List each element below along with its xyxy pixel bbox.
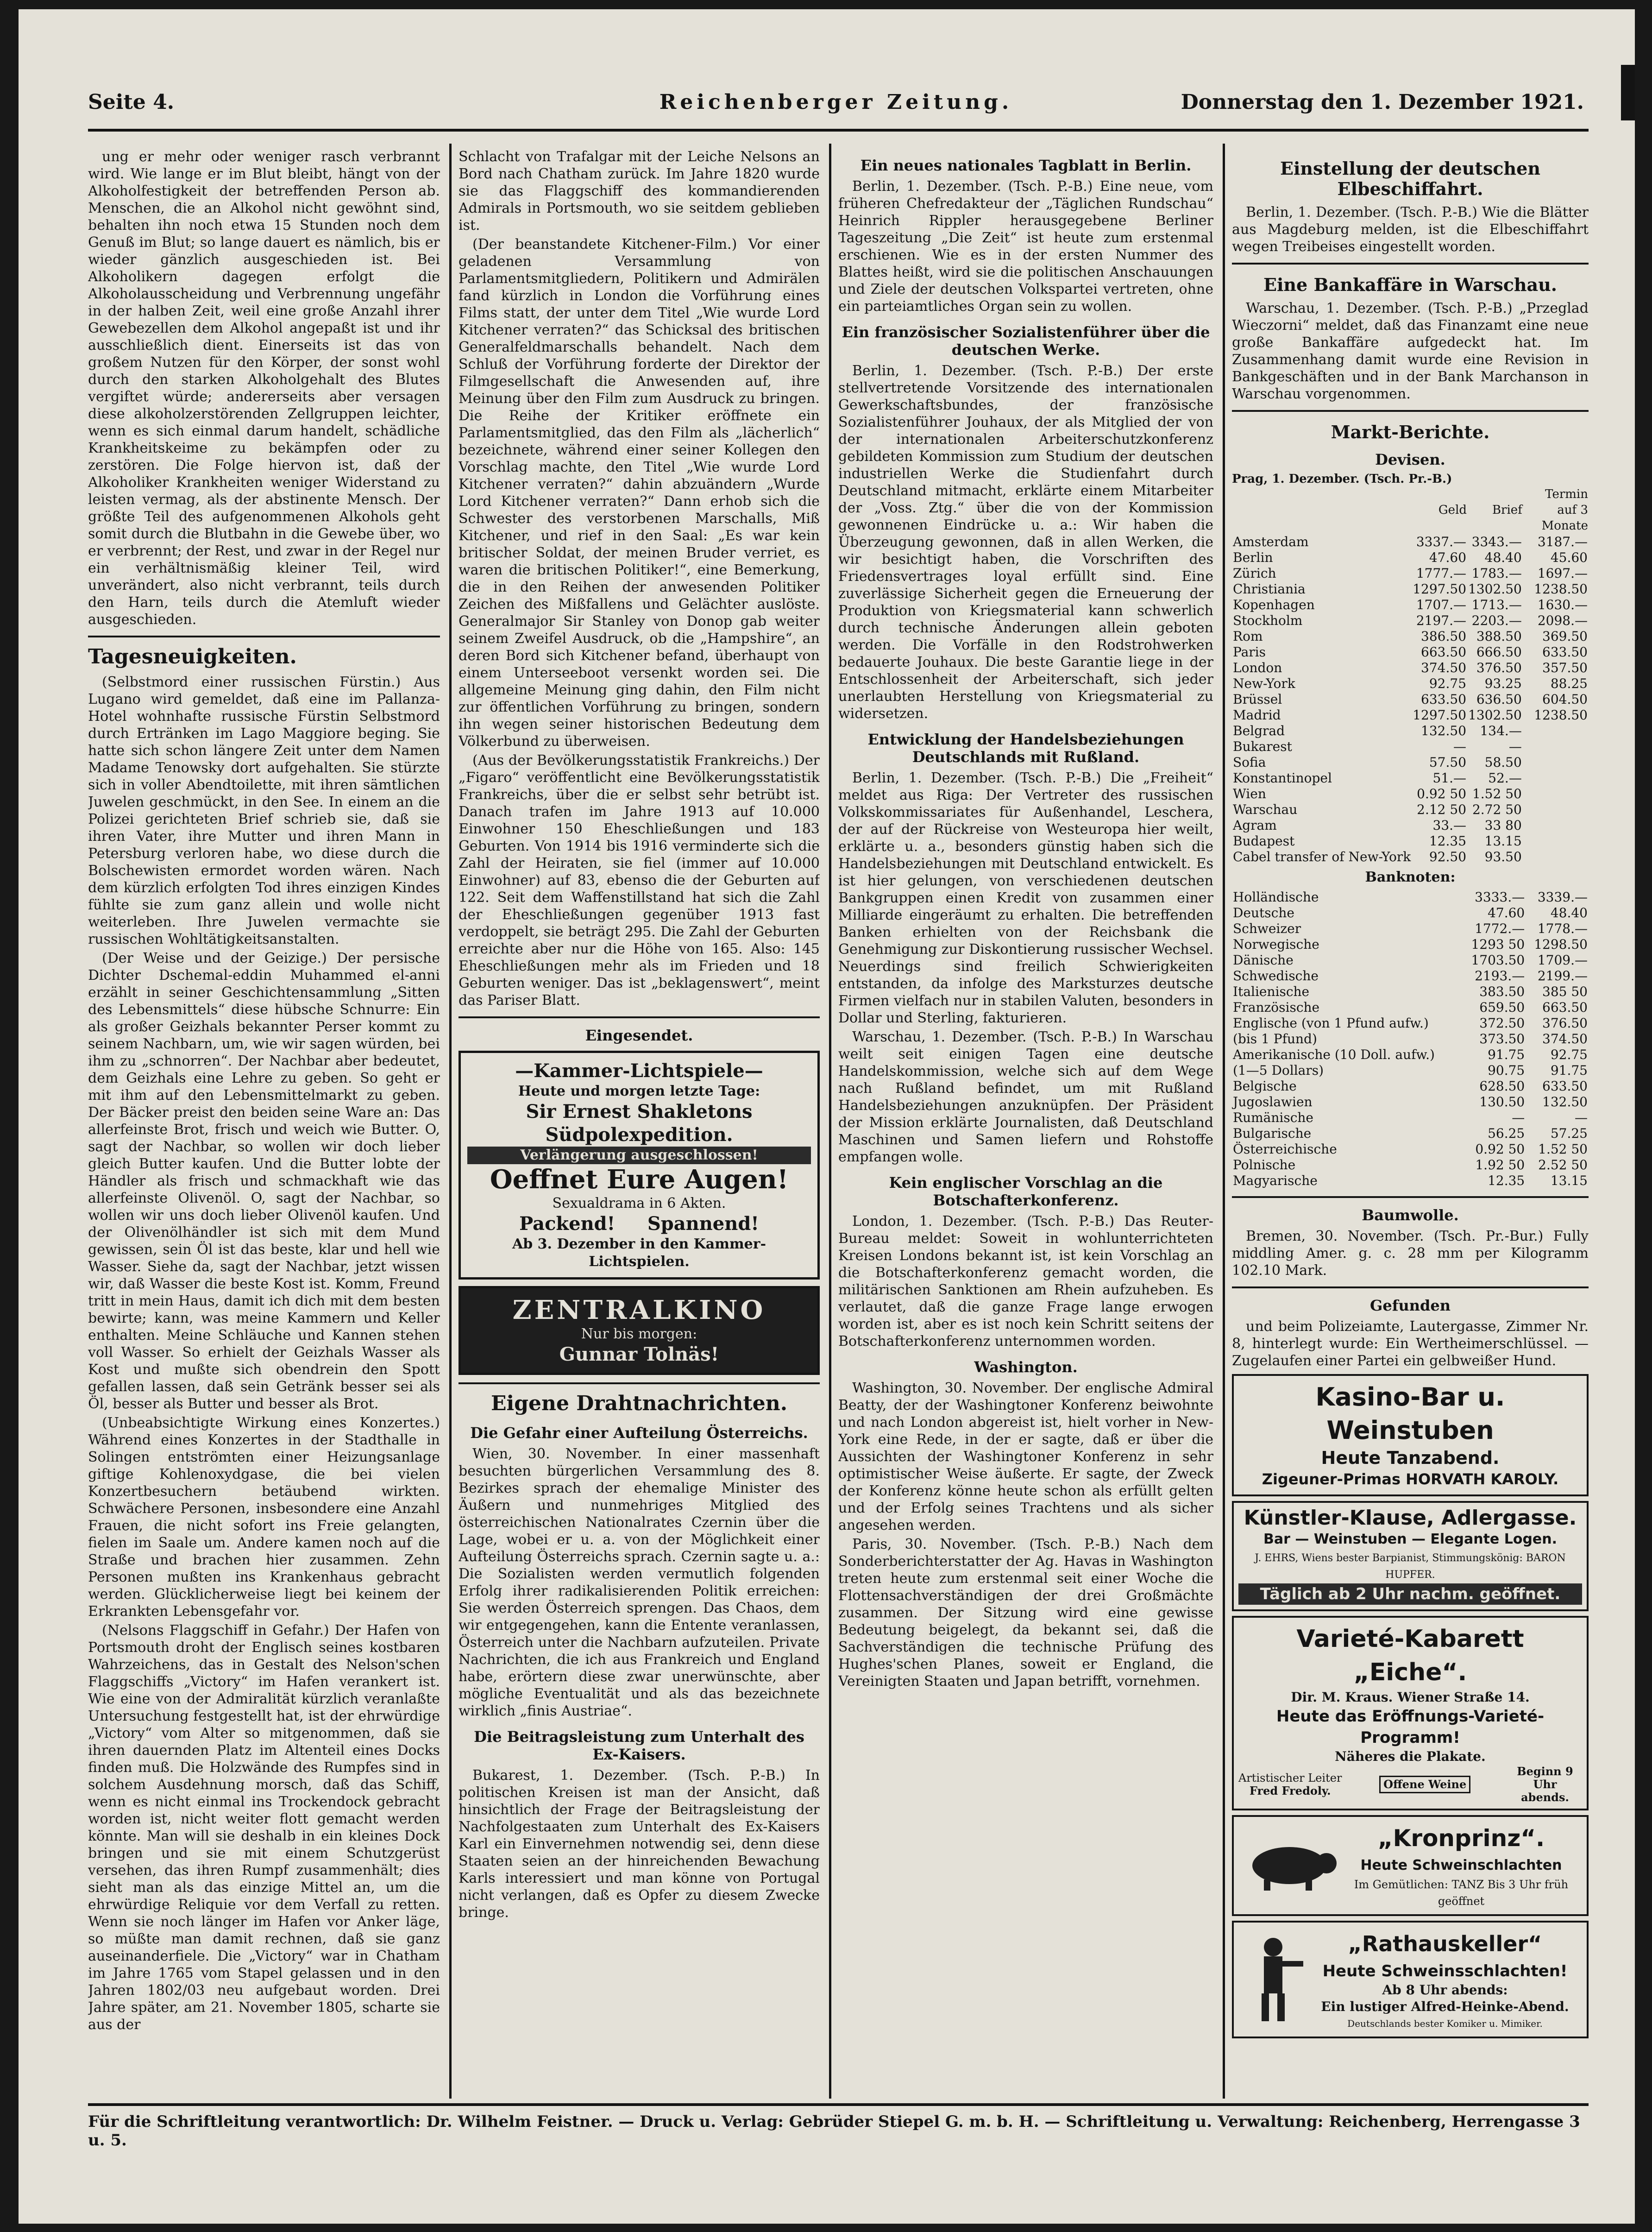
banknoten-row [1232, 1110, 1589, 1126]
article-bremen: Bremen, 30. November. (Tsch. Pr.-Bur.) Fully middling Amer. g. c. 28 mm per Kilogramm 102.10 Mark. [1232, 1228, 1589, 1279]
banknoten-value: 1778.— [1537, 921, 1588, 936]
heading-baumwolle: Baumwolle. [1362, 1206, 1459, 1224]
devisen-label: Agram [1233, 818, 1277, 833]
devisen-header [1232, 472, 1589, 486]
devisen-value: 93.25 [1484, 676, 1522, 691]
section-divider [1232, 1196, 1589, 1198]
banknoten-label: (bis 1 Pfund) [1233, 1031, 1317, 1047]
devisen-label: Madrid [1233, 707, 1281, 723]
devisen-value: 45.60 [1550, 550, 1588, 565]
ad-rathauskeller-note: Deutschlands bester Komiker u. Mimiker. [1347, 2018, 1543, 2029]
col-brief: Brief [1492, 503, 1522, 517]
devisen-label: Sofia [1233, 755, 1266, 770]
banknoten-value: 91.75 [1488, 1047, 1525, 1062]
subheading-bankaffaere: Eine Bankaffäre in Warschau. [1263, 274, 1557, 295]
ad-klause-pianist: J. EHRS, Wiens bester Barpianist, Stimmungskönig: BARON HUPFER. [1255, 1552, 1566, 1581]
page-footer: Für die Schriftleitung verantwortlich: Dr. Wilhelm Feistner. — Druck u. Verlag: Gebrüder Stiepel G. m. b. H. — Schriftleitung u. Verwaltung: Reichenberg, Herrengasse 3 u. 5. [88, 2112, 1580, 2150]
ad-eiche-leader [1238, 1772, 1342, 1797]
butcher-figure-icon [1238, 1933, 1308, 2026]
newspaper-page [19, 9, 1635, 2224]
banknoten-label: Jugoslawien [1233, 1094, 1313, 1110]
devisen-value [1523, 755, 1589, 770]
subheading-sozialistenfuehrer: Ein französischer Sozialistenführer über die deutschen Werke. [842, 323, 1210, 359]
section-divider [1232, 1286, 1589, 1288]
banknoten-value: 1.92 50 [1475, 1157, 1525, 1173]
banknoten-value: 1298.50 [1534, 937, 1588, 952]
devisen-row [1232, 802, 1589, 818]
ad-kasino-bar [1232, 1374, 1589, 1496]
banknoten-value: — [1512, 1110, 1525, 1125]
banknoten-value: 57.25 [1550, 1126, 1588, 1141]
devisen-value: 134.— [1480, 723, 1522, 738]
devisen-value: 633.50 [1421, 692, 1467, 707]
column-2 [459, 148, 820, 2099]
devisen-value: 604.50 [1542, 692, 1588, 707]
devisen-label: Kopenhagen [1233, 597, 1315, 612]
banknoten-value: 48.40 [1550, 905, 1588, 921]
banknoten-label: Norwegische [1233, 937, 1319, 952]
devisen-value: 2.72 50 [1472, 802, 1522, 817]
devisen-label: Bukarest [1233, 739, 1292, 754]
banknoten-value: 0.92 50 [1475, 1141, 1525, 1157]
banknoten-row [1232, 1000, 1589, 1015]
banknoten-value: 383.50 [1479, 984, 1525, 999]
ad-kronprinz-line: Heute Schweinschlachten [1360, 1857, 1562, 1873]
ad-rathauskeller [1232, 1921, 1589, 2038]
banknoten-value: 633.50 [1542, 1078, 1588, 1094]
article-london: London, 1. Dezember. (Tsch. P.-B.) Das Reuter-Bureau meldet: Soweit in wohlunterrichteten Kreisen Londons bekannt ist, ist kein Vorschlag an die Botschafterkonferenz gemacht worden, die militärischen Sanktionen am Rhein aufzuheben. Es verlautet, daß die ganze Frage lange erwogen worden ist, aber es ist noch kein Schritt seitens der Botschafterkonferenz unternommen worden. [838, 1213, 1213, 1349]
page-header [88, 90, 1584, 123]
banknoten-value: 385 50 [1542, 984, 1588, 999]
issue-date: Donnerstag den 1. Dezember 1921. [1181, 90, 1584, 114]
banknoten-row [1232, 1094, 1589, 1110]
devisen-value: 1707.— [1416, 597, 1467, 612]
banknoten-value: 2193.— [1475, 968, 1525, 984]
banknoten-label: Französische [1233, 1000, 1320, 1015]
devisen-value: 374.50 [1421, 660, 1467, 675]
devisen-row [1232, 629, 1589, 644]
ad-kammer-slogan-b: Spannend! [647, 1213, 759, 1235]
ad-eiche-leader-label: Artistischer Leiter [1238, 1772, 1342, 1784]
devisen-value [1523, 770, 1589, 786]
devisen-row [1232, 566, 1589, 581]
ad-klause-line: Bar — Weinstuben — Elegante Logen. [1263, 1531, 1558, 1547]
heading-banknoten: Banknoten: [1365, 869, 1456, 885]
devisen-row [1232, 707, 1589, 723]
ad-kammer-headline: Oeffnet Eure Augen! [490, 1164, 789, 1195]
devisen-value: 48.40 [1484, 550, 1522, 565]
devisen-label: Brüssel [1233, 692, 1282, 707]
banknoten-row [1232, 937, 1589, 952]
devisen-value: 1238.50 [1534, 707, 1588, 723]
banknoten-row [1232, 952, 1589, 968]
devisen-label: Zürich [1233, 566, 1276, 581]
column-4 [1232, 148, 1589, 2099]
devisen-label: Warschau [1233, 802, 1298, 817]
ad-kammer-lichtspiele [459, 1051, 820, 1280]
article-nelson: (Nelsons Flaggschiff in Gefahr.) Der Hafen von Portsmouth droht der Englisch seines kostbaren Wahrzeichens, das in Gestalt des Nelson'schen Flaggschiffs „Victory“ im Hafen verankert ist. Wie eine von der Admiralität kürzlich veranlaßte Untersuchung festgestellt hat, ist der ehrwürdige „Victory“ vom Alter so mitgenommen, daß sie ihren dauernden Platz im Altenteil eines Docks finden muß. Die Holzwände des Rumpfes sind in solchem Ausdehnung morsch, daß das Schiff, wenn es nicht einmal ins Trockendock gebracht worden ist, nicht weiter flott gemacht werden könnte. Man will sie deshalb in ein kleines Dock bringen und sie mit einem Schutzgerüst versehen, das ihren Rumpf zusammenhält; dies sieht man als das einzige Mittel an, um die ehrwürdige Reliquie vor dem Verfall zu retten. Wenn sie noch länger im Hafen vor Anker läge, so müßte man damit rechnen, daß sie ganz auseinanderfiele. Die „Victory“ war in Chatham im Jahre 1765 vom Stapel gelassen und in den Jahren 1802/03 neu aufgebaut worden. Drei Jahre später, am 21. November 1805, scharte sie aus der [88, 1622, 440, 2033]
column-3 [838, 148, 1213, 2099]
devisen-label: New-York [1233, 676, 1295, 691]
devisen-value: 3187.— [1537, 534, 1588, 549]
column-rule-3 [1223, 144, 1225, 2099]
masthead-title: Reichenberger Zeitung. [659, 90, 1013, 114]
section-heading-drahtnachrichten: Eigene Drahtnachrichten. [490, 1392, 788, 1415]
banknoten-value: — [1575, 1110, 1588, 1125]
devisen-value: 1297.50 [1413, 581, 1467, 597]
banknoten-value: 1709.— [1537, 952, 1588, 968]
devisen-value: 52.— [1488, 770, 1522, 786]
ad-kasino-title: Kasino-Bar u. Weinstuben [1315, 1382, 1505, 1445]
banknoten-value: 90.75 [1488, 1063, 1525, 1078]
devisen-row [1232, 534, 1589, 550]
ad-eiche-address: Dir. M. Kraus. Wiener Straße 14. [1291, 1690, 1530, 1705]
banknoten-label: Schwedische [1233, 968, 1319, 984]
devisen-value: 369.50 [1542, 629, 1588, 644]
ad-eiche-title: Varieté-Kabarett „Eiche“. [1296, 1625, 1524, 1686]
devisen-row [1232, 786, 1589, 802]
article-jouhaux: Berlin, 1. Dezember. (Tsch. P.-B.) Der erste stellvertretende Vorsitzende des internationalen Gewerkschaftsbundes, der französische Sozialistenführer Jouhaux, der als Mitglied der von der internationalen Arbeiterschutzkonferenz gebildeten Kommission zum Studium der deutschen industriellen Werke die Studienfahrt durch Deutschland mitmacht, erklärte einem Mitarbeiter der „Voss. Ztg.“ über die von der Kommission gewonnenen Eindrücke u. a.: Wir haben die Überzeugung gewonnen, daß in allen Werken, die wir besichtigt haben, die Vorschriften des Friedensvertrages loyal erfüllt sind. Eine zuverlässige Sicherheit gegen die Erneuerung der Produktion von Kriegsmaterial kann schwerlich durch technische Änderungen allein geboten werden. Die Vorfälle in den Rodstrohwerken bedauerte Jouhaux. Die beste Garantie liege in der Entschlossenheit der Arbeiterschaft, sich jeder unerlaubten Herstellung von Kriegsmaterial zu widersetzen. [838, 363, 1213, 722]
devisen-row [1232, 755, 1589, 770]
devisen-label: Amsterdam [1233, 534, 1309, 549]
section-divider [1232, 410, 1589, 412]
devisen-value [1523, 849, 1589, 865]
section-divider [459, 1016, 820, 1018]
devisen-value: 88.25 [1550, 676, 1588, 691]
devisen-row [1232, 581, 1589, 597]
banknoten-row [1232, 1015, 1589, 1031]
devisen-row [1232, 644, 1589, 660]
section-divider [459, 1382, 820, 1384]
ad-variete-eiche [1232, 1616, 1589, 1810]
devisen-value: 1713.— [1471, 597, 1522, 612]
devisen-value: 3343.— [1471, 534, 1522, 549]
ad-klause-title: Künstler-Klause, Adlergasse. [1244, 1506, 1577, 1530]
ad-klause-hours: Täglich ab 2 Uhr nachm. geöffnet. [1238, 1583, 1582, 1605]
devisen-label: London [1233, 660, 1282, 675]
devisen-value: 663.50 [1421, 644, 1467, 660]
section-divider [88, 636, 440, 637]
ad-rathauskeller-text [1308, 1927, 1582, 2032]
banknoten-label: Italienische [1233, 984, 1310, 999]
devisen-value: 57.50 [1429, 755, 1467, 770]
ad-kasino-music: Zigeuner-Primas HORVATH KAROLY. [1262, 1470, 1559, 1488]
banknoten-label: Schweizer [1233, 921, 1301, 936]
devisen-value: 92.50 [1429, 849, 1467, 864]
subheading-tagblatt: Ein neues nationales Tagblatt in Berlin. [860, 157, 1192, 174]
devisen-value: 132.50 [1421, 723, 1467, 738]
devisen-value: 0.92 50 [1417, 786, 1467, 801]
devisen-value: 13.15 [1484, 833, 1522, 849]
devisen-value: 388.50 [1476, 629, 1522, 644]
banknoten-value: 663.50 [1542, 1000, 1588, 1015]
ad-zentralkino-line: Nur bis morgen: [581, 1326, 697, 1342]
devisen-row [1232, 818, 1589, 833]
banknoten-label: (1—5 Dollars) [1233, 1063, 1324, 1078]
devisen-label: Paris [1233, 644, 1266, 660]
banknoten-row [1232, 921, 1589, 937]
devisen-row [1232, 770, 1589, 786]
banknoten-label: Österreichische [1233, 1141, 1337, 1157]
devisen-value [1523, 802, 1589, 818]
devisen-value [1523, 739, 1589, 755]
subheading-handelsbeziehungen: Entwicklung der Handelsbeziehungen Deutschlands mit Rußland. [867, 731, 1184, 766]
devisen-row [1232, 660, 1589, 676]
devisen-value: 51.— [1432, 770, 1467, 786]
banknoten-value: 2199.— [1537, 968, 1588, 984]
ad-kammer-film: Sir Ernest Shakletons Südpolexpedition. [526, 1101, 753, 1146]
banknoten-value: 56.25 [1488, 1126, 1525, 1141]
ad-kammer-note: Verlängerung ausgeschlossen! [467, 1147, 811, 1164]
banknoten-row [1232, 1126, 1589, 1141]
devisen-value: 93.50 [1484, 849, 1522, 864]
banknoten-value: 92.75 [1550, 1047, 1588, 1062]
heading-marktberichte: Markt-Berichte. [1331, 422, 1490, 442]
banknoten-value: 1293 50 [1471, 937, 1525, 952]
article-riga: Berlin, 1. Dezember. (Tsch. P.-B.) Die „Freiheit“ meldet aus Riga: Der Vertreter des russischen Volkskommissariates für Außenhandel, Leschera, der auf der Rückreise von Westeuropa hier weilt, erklärte u. a., besonders günstig haben sich die Handelsbeziehungen mit Deutschland entwickelt. Es ist hier gelungen, von verschiedenen deutschen Bankgruppen einen Kredit von zusammen einer Milliarde eingeräumt zu erhalten. Die betreffenden Banken erhielten von der Reichsbank die Genehmigung zur Diskontierung russischer Wechsel. Neuerdings sind freilich Schwierigkeiten entstanden, da infolge des Marksturzes deutsche Firmen vielfach nur in stabilen Valuten, besonders in Dollar und Sterling, fakturieren. [838, 770, 1213, 1026]
article-elbe: Berlin, 1. Dezember. (Tsch. P.-B.) Wie die Blätter aus Magdeburg melden, ist die Elbeschiffahrt wegen Treibeises eingestellt worden. [1232, 204, 1589, 255]
subheading-ex-kaiser: Die Beitragsleistung zum Unterhalt des Ex-Kaisers. [474, 1728, 804, 1763]
banknoten-value: 12.35 [1488, 1173, 1525, 1188]
banknoten-value: 1.52 50 [1538, 1141, 1588, 1157]
banknoten-row [1232, 1157, 1589, 1173]
devisen-value: 2197.— [1416, 613, 1467, 628]
devisen-label: Belgrad [1233, 723, 1285, 738]
article-weise-geizige: (Der Weise und der Geizige.) Der persische Dichter Dschemal-eddin Muhammed el-anni erzählt in seiner Geschichtensammlung „Sitten des Lebensmittels“ diese hübsche Schnurre: Ein als großer Geizhals bekannter Perser kommt zu seinem Nachbarn, um, wie wir sagen würden, bei ihm zu „schnorren“. Der Nachbar aber bedeutet, dem Geizhals eine Lehre zu geben. So geht er mit ihm auf den Lebensmittelmarkt zu geben. Der Bäcker preist den beiden seine Ware an: Das allerfeinste Brot, frisch und weich wie Butter. O, sagt der Nachbar, so wollen wir doch lieber gleich Butter kaufen. Und die Butter lobte der Händler als frisch und schmackhaft wie das allerfeinste Olivenöl. O, sagt der Nachbar, so wollen wir uns doch lieber Olivenöl kaufen. Und der Olivenölhändler ist sich mit dem Mund gewissen, sein Öl ist das beste, klar und hell wie Wasser. Siehe da, sagt der Nachbar, jetzt wissen wir, daß Wasser die beste Kost ist. Komm, Freund tritt in mein Haus, damit ich dich mit dem besten bewirte; kann, was meine Kammern und Keller enthalten. Meine Schläuche und Kannen stehen voll Wasser. So erhielt der Geizhals Wasser als Kost und mußte sich obendrein den Spott gefallen lassen, daß sein Getränk besser sei als Öl, besser als Butter und besser als Brot. [88, 950, 440, 1412]
devisen-value: 633.50 [1542, 644, 1588, 660]
devisen-value: 1630.— [1537, 597, 1588, 612]
article-kitchener-film: (Der beanstandete Kitchener-Film.) Vor einer geladenen Versammlung von Parlamentsmitgliedern, Politikern und Admirälen fand kürzlich in London die Vorführung eines Films statt, der unter dem Titel „Wie wurde Lord Kitchener verraten?“ das Schicksal des britischen Generalfeldmarschalls behandelt. Nach dem Schluß der Vorführung forderte der Direktor der Filmgesellschaft die Anwesenden auf, ihre Meinung über den Film zum Ausdruck zu bringen. Die Reihe der Kritiker eröffnete ein Parlamentsmitglied, das den Film als „lächerlich“ bezeichnete, während einer seiner Kollegen den Vorschlag machte, den Titel „Wie wurde Lord Kitchener verraten?“ dahin abzuändern „Wurde Lord Kitchener verraten?“ Dann erhob sich die Schwester des verstorbenen Marschalls, Miß Kitchener, und rief in den Saal: „Es war kein britischer Soldat, der meinen Bruder verriet, es waren die britischen Politiker!“, eine Bemerkung, die in den Reihen der anwesenden Politiker Zeichen des Mißfallens und Gelächter auslöste. Generalmajor Sir Stanley von Donop gab weiter seinem Zweifel Ausdruck, ob die „Hampshire“, an deren Bord sich Kitchener befand, überhaupt von einem Unterseeboot versenkt worden sei. Die allgemeine Meinung ging dahin, den Film nicht zur öffentlichen Vorführung zu bringen, sondern ihn wegen seiner historischen Bedeutung dem Völkerbund zu überweisen. [459, 236, 820, 750]
devisen-value: 386.50 [1421, 629, 1467, 644]
devisen-value: 2203.— [1471, 613, 1522, 628]
devisen-row [1232, 597, 1589, 613]
devisen-value: 1.52 50 [1472, 786, 1522, 801]
banknoten-row [1232, 1078, 1589, 1094]
article-gefunden: und beim Polizeiamte, Lautergasse, Zimmer Nr. 8, hinterlegt wurde: Ein Wertheimerschlüssel. — Zugelaufen einer Partei ein gelbweißer Hund. [1232, 1318, 1589, 1369]
ad-zentralkino [459, 1286, 820, 1375]
ad-eiche-leader-name: Fred Fredoly. [1249, 1784, 1331, 1797]
devisen-value [1523, 723, 1589, 739]
devisen-value: 33.— [1432, 818, 1467, 833]
devisen-value: 357.50 [1542, 660, 1588, 675]
section-heading-tagesneuigkeiten: Tagesneuigkeiten. [88, 645, 297, 668]
devisen-location: Prag, 1. Dezember. (Tsch. Pr.-B.) [1232, 472, 1452, 486]
banknoten-row [1232, 1031, 1589, 1047]
devisen-row [1232, 676, 1589, 692]
banknoten-label: Magyarische [1233, 1173, 1318, 1188]
devisen-row [1232, 723, 1589, 739]
column-rule-2 [829, 144, 831, 2099]
banknoten-row [1232, 984, 1589, 1000]
banknoten-value: 659.50 [1479, 1000, 1525, 1015]
article-bankaffaere: Warschau, 1. Dezember. (Tsch. P.-B.) „Przeglad Wieczorni“ meldet, daß das Finanzamt eine neue große Bankaffäre aufgedeckt hat. Im Zusammenhang damit wurde eine Revision in Bankgeschäften und in der Bank Marchanson in Warschau vorgenommen. [1232, 300, 1589, 402]
devisen-value: 92.75 [1429, 676, 1467, 691]
col-termin: Termin auf 3 Monate [1541, 487, 1588, 533]
ad-eiche-footer [1238, 1765, 1582, 1804]
devisen-value [1523, 786, 1589, 802]
devisen-value: 1783.— [1471, 566, 1522, 581]
banknoten-label: Deutsche [1233, 905, 1294, 921]
article-warschau-kommission: Warschau, 1. Dezember. (Tsch. P.-B.) In Warschau weilt seit einigen Tagen eine deutsche Handelskommission, welche sich auf dem Wege nach Rußland befindet, um mit Rußland Handelsbeziehungen anzuknüpfen. Der Präsident der Mission erklärte Journalisten, daß Deutschland Maschinen und Samen liefern und Rohstoffe empfangen wolle. [838, 1029, 1213, 1165]
devisen-value: 1302.50 [1468, 707, 1522, 723]
banknoten-value: 47.60 [1488, 905, 1525, 921]
banknoten-table [1232, 889, 1589, 1189]
devisen-value: 2098.— [1537, 613, 1588, 628]
banknoten-value: 2.52 50 [1538, 1157, 1588, 1173]
banknoten-label: Belgische [1233, 1078, 1297, 1094]
banknoten-value: 3339.— [1537, 889, 1588, 905]
devisen-value: 376.50 [1476, 660, 1522, 675]
devisen-row [1232, 692, 1589, 707]
article-paris-flotte: Paris, 30. November. (Tsch. P.-B.) Nach dem Sonderberichterstatter der Ag. Havas in Washington treten heute zum erstenmal seit einer Woche die Flottensachverständigen der drei Großmächte zusammen. Der Sitzung wird eine gewisse Bedeutung beigelegt, da bekannt sei, daß die Sachverständigen die technische Prüfung des Hughes'schen Planes, soweit er England, die Vereinigten Staaten und Japan betrifft, vornehmen. [838, 1536, 1213, 1690]
devisen-value [1523, 833, 1589, 849]
devisen-value: 3337.— [1416, 534, 1467, 549]
ad-eiche-program: Heute das Eröffnungs-Varieté-Programm! [1276, 1707, 1545, 1747]
column-1 [88, 148, 440, 2099]
banknoten-row [1232, 905, 1589, 921]
devisen-row [1232, 613, 1589, 629]
devisen-table [1232, 486, 1589, 865]
ad-kronprinz [1232, 1815, 1589, 1916]
pig-icon [1238, 1838, 1340, 1893]
banknoten-row [1232, 1063, 1589, 1078]
devisen-label: Berlin [1233, 550, 1273, 565]
ad-eiche-note: Näheres die Plakate. [1335, 1749, 1486, 1764]
devisen-value: — [1508, 739, 1522, 754]
devisen-row [1232, 550, 1589, 566]
banknoten-value: 130.50 [1479, 1094, 1525, 1110]
devisen-value: 1238.50 [1534, 581, 1588, 597]
ad-kronprinz-text [1340, 1822, 1582, 1910]
subheading-oesterreich: Die Gefahr einer Aufteilung Österreichs. [470, 1424, 808, 1442]
devisen-label: Konstantinopel [1233, 770, 1332, 786]
ad-zentralkino-name: ZENTRALKINO [512, 1295, 766, 1325]
article-nelson-cont: Schlacht von Trafalgar mit der Leiche Nelsons an Bord nach Chatham zurück. Im Jahre 1820 wurde sie das Flaggschiff des kommandierenden Admirals in Portsmouth, wo sie seitdem geblieben ist. [459, 149, 820, 233]
devisen-row [1232, 739, 1589, 755]
ad-kammer-date: Ab 3. Dezember in den Kammer-Lichtspielen. [512, 1236, 766, 1270]
ad-kasino-line: Heute Tanzabend. [1321, 1448, 1500, 1468]
banknoten-label: Rumänische [1233, 1110, 1314, 1125]
devisen-value: 1302.50 [1468, 581, 1522, 597]
header-rule [88, 129, 1589, 132]
banknoten-value: 132.50 [1542, 1094, 1588, 1110]
banknoten-label: Englische (von 1 Pfund aufw.) [1233, 1015, 1429, 1031]
heading-gefunden: Gefunden [1370, 1297, 1451, 1314]
devisen-value: 12.35 [1429, 833, 1467, 849]
banknoten-value: 13.15 [1550, 1173, 1588, 1188]
devisen-label: Christiania [1233, 581, 1306, 597]
banknoten-row [1232, 1047, 1589, 1063]
banknoten-label: Amerikanische (10 Doll. aufw.) [1233, 1047, 1435, 1062]
ad-eiche-wines: Offene Weine [1379, 1776, 1470, 1793]
banknoten-value: 91.75 [1550, 1063, 1588, 1078]
devisen-value: 636.50 [1476, 692, 1522, 707]
banknoten-value: 376.50 [1542, 1015, 1588, 1031]
subheading-washington: Washington. [974, 1358, 1078, 1376]
ad-kammer-name: —Kammer-Lichtspiele— [515, 1060, 763, 1082]
article-konzert: (Unbeabsichtigte Wirkung eines Konzertes.) Während eines Konzertes in der Stadthalle in Solingen entströmten einer Heizungsanlage giftige Kohlenoxydgase, die bei vielen Konzertbesuchern betäubend wirkten. Schwächere Personen, insbesondere eine Anzahl Frauen, die nicht sofort ins Freie gelangten, fielen im Saale um. Andere kamen noch auf die Straße und brachen hier zusammen. Zehn Personen mußten ins Krankenhaus gebracht werden. Glücklicherweise liegt bei keinem der Erkrankten Lebensgefahr vor. [88, 1415, 440, 1620]
article-bevoelkerung: (Aus der Bevölkerungsstatistik Frankreichs.) Der „Figaro“ veröffentlicht eine Bevölkerungsstatistik Frankreichs, über die er selbst sehr betrübt ist. Danach trafen im Jahre 1913 auf 10.000 Einwohner 150 Eheschließungen und 183 Geburten. Von 1914 bis 1916 verminderte sich die Zahl der Heiraten, sie fiel (immer auf 10.000 Einwohner) auf 83, ebenso die der Geburten auf 122. Seit dem Waffenstillstand hat sich die Zahl der Eheschließungen gegenüber 1913 fast verdoppelt, sie beträgt 295. Die Zahl der Geburten erreichte aber nur die Höhe von 165. Also: 145 Eheschließungen mehr als im Frieden und 18 Geburten weniger. Das ist „beklagenswert“, meint das Pariser Blatt. [459, 752, 820, 1009]
devisen-value: 1697.— [1537, 566, 1588, 581]
ad-rathauskeller-event: Ein lustiger Alfred-Heinke-Abend. [1321, 1999, 1569, 2014]
banknoten-row [1232, 1173, 1589, 1189]
banknoten-label: Dänische [1233, 952, 1294, 968]
banknoten-row [1232, 1141, 1589, 1157]
devisen-value [1523, 818, 1589, 833]
devisen-value: 2.12 50 [1417, 802, 1467, 817]
ad-kammer-slogan [467, 1212, 811, 1236]
ad-kuenstler-klause [1232, 1501, 1589, 1611]
banknoten-label: Holländische [1233, 889, 1319, 905]
banknoten-label: Polnische [1233, 1157, 1296, 1173]
devisen-label: Wien [1233, 786, 1266, 801]
banknoten-value: 372.50 [1479, 1015, 1525, 1031]
ad-kronprinz-title: „Kronprinz“. [1377, 1825, 1545, 1852]
banknoten-value: 1772.— [1475, 921, 1525, 936]
column-rule-1 [449, 144, 452, 2099]
banknoten-value: 374.50 [1542, 1031, 1588, 1047]
devisen-value: — [1453, 739, 1467, 754]
devisen-label: Stockholm [1233, 613, 1303, 628]
devisen-value: 33 80 [1484, 818, 1522, 833]
ad-kammer-line: Heute und morgen letzte Tage: [518, 1083, 760, 1099]
article-fuerstin: (Selbstmord einer russischen Fürstin.) Aus Lugano wird gemeldet, daß eine im Pallanza-Hotel wohnhafte russische Fürstin Selbstmord durch Ertränken im Lago Maggiore beging. Sie hatte sich schon längere Zeit unter dem Namen Madame Tenowsky dort aufgehalten. Sie stürzte sich in voller Abendtoilette, mit ihren sämtlichen Juwelen geschmückt, in den See. In einem an die Polizei gerichteten Brief schrieb sie, daß sie ihren Vater, ihre Mutter und ihren Mann in Petersburg verloren habe, wo diese durch die Bolschewisten ermordet worden wären. Nach dem kürzlich erfolgten Tod ihres einzigen Kindes fühlte sie zum ganz allein und wolle nicht weiterleben. Ihre Juwelen vermachte sie russischen Wohltätigkeitsanstalten. [88, 674, 440, 947]
banknoten-value: 373.50 [1479, 1031, 1525, 1047]
article-bukarest: Bukarest, 1. Dezember. (Tsch. P.-B.) In politischen Kreisen ist man der Ansicht, daß hinsichtlich der Frage der Beitragsleistung der Nachfolgestaaten zum Unterhalt des Ex-Kaisers Karl ein Einvernehmen notwendig sei, denn diese Staaten seien an der hinreichenden Bewachung Karls interessiert und man könne von Portugal nicht verlangen, daß es Opfer zu diesem Zwecke bringe. [459, 1767, 820, 1921]
banknoten-row [1232, 968, 1589, 984]
ad-kammer-slogan-a: Packend! [519, 1213, 616, 1235]
heading-devisen: Devisen. [1375, 451, 1445, 468]
devisen-value: 47.60 [1429, 550, 1467, 565]
article-tagblatt: Berlin, 1. Dezember. (Tsch. P.-B.) Eine neue, vom früheren Chefredakteur der „Täglichen Rundschau“ Heinrich Rippler herausgegebene Berliner Tageszeitung „Die Zeit“ ist heute zum erstenmal erschienen. Wie es in der ersten Nummer des Blattes heißt, wird sie die politischen Anschauungen und Ziele der deutschen Volkspartei vertreten, ohne ein parteiamtliches Organ sein zu wollen. [838, 178, 1213, 315]
banknoten-label: Bulgarische [1233, 1126, 1312, 1141]
col-geld: Geld [1438, 503, 1467, 517]
eingesendet-heading: Eingesendet. [585, 1027, 693, 1044]
article-alcohol-end: ung er mehr oder weniger rasch verbrannt wird. Wie lange er im Blut bleibt, hängt von der Alkoholfestigkeit der betreffenden Person ab. Menschen, die an Alkohol nicht gewöhnt sind, behalten ihn noch etwa 15 Stunden noch dem Genuß im Blut; so lange dauert es nämlich, bis er wieder gänzlich ausgeschieden ist. Bei Alkoholikern dagegen erfolgt die Alkoholausscheidung und Verbrennung ungefähr in der halben Zeit, weil eine große Anzahl ihrer Gewebezellen dem Alkohol angepaßt ist und ihr ausschließlich dient. Einerseits ist das von großem Nutzen für den Körper, der sonst wohl durch den starken Alkoholgehalt des Blutes vergiftet würde; andererseits aber versagen diese alkoholzerstörenden Zellgruppen leichter, wenn es sich einmal darum handelt, schädliche Krankheitskeime zu bekämpfen oder zu zerstören. Die Folge hiervon ist, daß der Alkoholiker Krankheiten weniger Widerstand zu leisten vermag, als der abstinente Mensch. Der größte Teil des aufgenommenen Alkohols geht somit durch die Blutbahn in die Gewebe über, wo er verbrennt; der Rest, und zwar in der Regel nur ein verhältnismäßig kleiner Teil, wird unverändert, also nicht verbrannt, teils durch den Harn, teils durch die Atemluft wieder ausgeschieden. [88, 149, 440, 628]
footer-rule [88, 2103, 1589, 2106]
ad-rathauskeller-line: Heute Schweinsschlachten! [1322, 1962, 1568, 1980]
devisen-label: Budapest [1233, 833, 1295, 849]
devisen-label: Cabel transfer of New-York [1233, 849, 1411, 864]
page-number: Seite 4. [88, 90, 175, 114]
ad-zentralkino-star: Gunnar Tolnäs! [559, 1343, 719, 1365]
banknoten-value: 628.50 [1479, 1078, 1525, 1094]
ad-rathauskeller-time: Ab 8 Uhr abends: [1382, 1982, 1508, 1998]
ad-eiche-start: Beginn 9 Uhr abends. [1517, 1765, 1573, 1804]
devisen-value: 58.50 [1484, 755, 1522, 770]
section-divider [1232, 263, 1589, 265]
devisen-value: 666.50 [1476, 644, 1522, 660]
ad-kronprinz-dance: Im Gemütlichen: TANZ Bis 3 Uhr früh geöffnet [1354, 1878, 1569, 1908]
banknoten-value: 1703.50 [1471, 952, 1525, 968]
subheading-botschafterkonferenz: Kein englischer Vorschlag an die Botschafterkonferenz. [889, 1174, 1163, 1209]
banknoten-row [1232, 889, 1589, 905]
banknoten-value: 3333.— [1475, 889, 1525, 905]
devisen-row [1232, 833, 1589, 849]
devisen-value: 1777.— [1416, 566, 1467, 581]
scan-edge-mark [1621, 65, 1635, 120]
subheading-elbeschiffahrt: Einstellung der deutschen Elbeschiffahrt. [1280, 158, 1540, 199]
ad-kammer-genre: Sexualdrama in 6 Akten. [552, 1195, 726, 1211]
devisen-label: Rom [1233, 629, 1263, 644]
devisen-row [1232, 849, 1589, 865]
devisen-value: 1297.50 [1413, 707, 1467, 723]
article-czernin: Wien, 30. November. In einer massenhaft besuchten bürgerlichen Versammlung des 8. Bezirkes sprach der ehemalige Minister des Äußern und nunmehriges Mitglied des österreichischen Nationalrates Czernin über die Lage, wobei er u. a. von der Möglichkeit einer Aufteilung Österreichs sprach. Czernin sagte u. a.: Die Sozialisten werden vermutlich folgenden Erfolg ihrer radikalisierenden Politik erreichen: Sie werden Österreich sprengen. Das Chaos, dem wir entgegengehen, kann die Entente veranlassen, Österreich unter die Nachbarn aufzuteilen. Private Nachrichten, die ich aus Frankreich und England habe, erörtern diese zwar unerwünschte, aber mögliche Eventualität und als das bezeichnete wirklich „finis Austriae“. [459, 1446, 820, 1719]
article-beatty: Washington, 30. November. Der englische Admiral Beatty, der der Washingtoner Konferenz beiwohnte und nach London abgereist ist, hielt vorher in New-York eine Rede, in der er sagte, daß er über die Aussichten der Washingtoner Konferenz in sehr optimistischer Weise äußerte. Er sagte, der Zweck der Konferenz könne heute schon als erfüllt gelten und der Erfolg seines Trachtens und als sicher angesehen werden. [838, 1380, 1213, 1533]
ad-rathauskeller-title: „Rathauskeller“ [1348, 1931, 1542, 1956]
